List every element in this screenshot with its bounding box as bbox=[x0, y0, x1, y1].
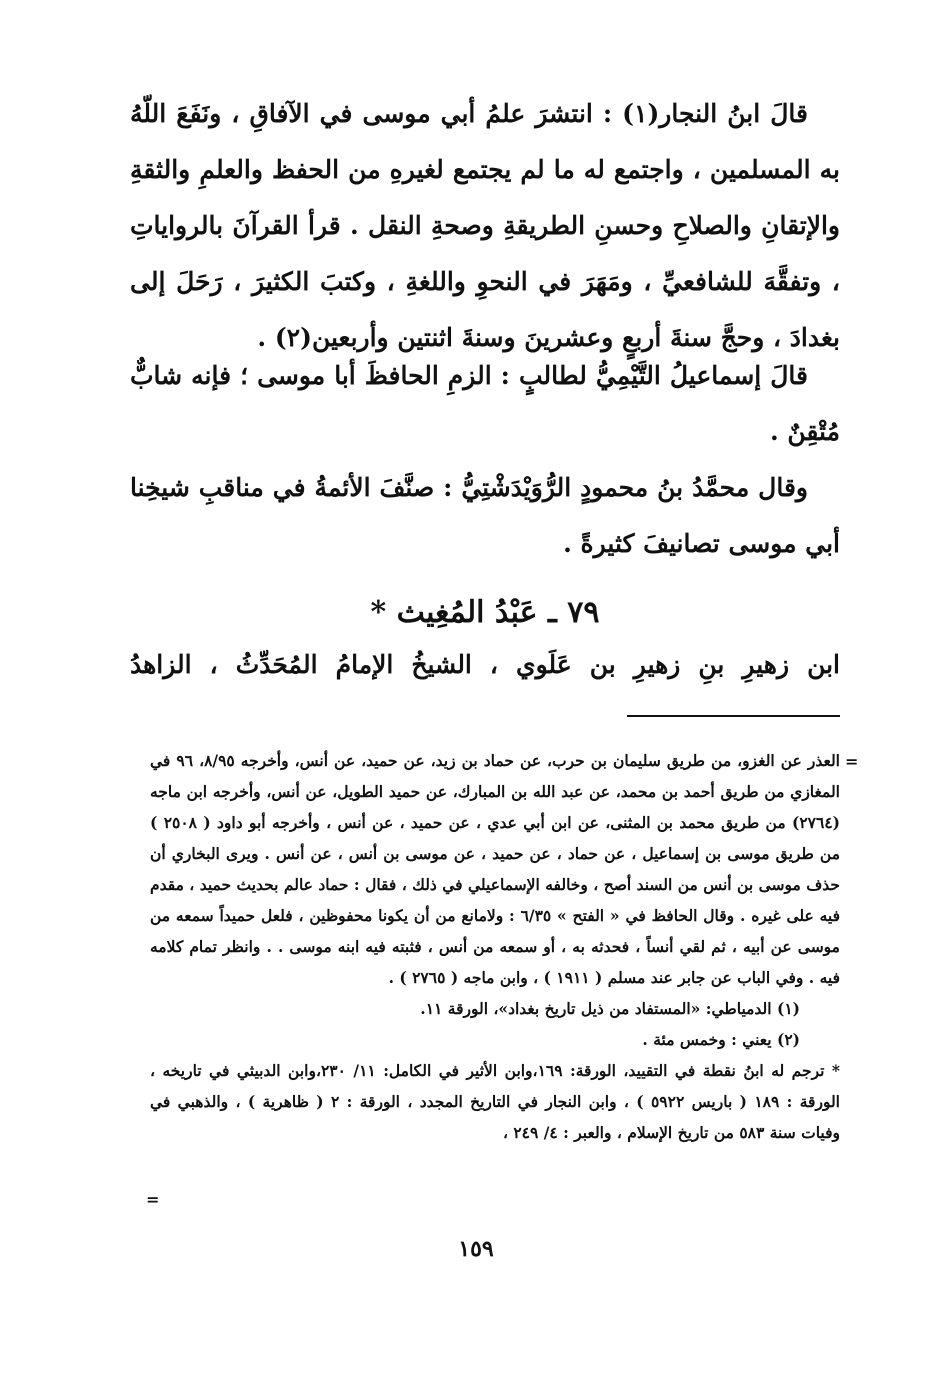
footnote-continued: العذر عن الغزو، من طريق سليمان بن حرب، عن حماد بن زيد، عن حميد، عن أنس، وأخرجه ٨/٩٥، ٩٦ في المغازي من طريق أحمد بن محمد، عن عبد الله بن المبارك، عن حميد الطويل، عن أنس، وأخرجه ابن ماجه (٢٧٦٤) من طريق محمد بن المثنى، عن ابن أبي عدي ، عن حميد ، عن أنس ، وأخرجه أبو داود ( ٢٥٠٨ ) من طريق موسى بن إسماعيل ، عن حماد ، عن حميد ، عن موسى بن أنس ، عن أنس . ويرى البخاري أن حذف موسى بن أنس من السند أصح ، وخالفه الإسماعيلي في ذلك ، فقال : حماد عالم بحديث حميد ، مقدم فيه على غيره . وقال الحافظ في « الفتح » ٦/٣٥ : ولامانع من أن يكونا محفوظين ، فلعل حميداً سمعه من موسى عن أبيه ، ثم لقي أنساً ، فحدثه به ، أو سمعه من أنس ، فثبته فيه ابنه موسى . . وانظر تمام كلامه فيه . وفي الباب عن جابر عند مسلم ( ١٩١١ ) ، وابن ماجه ( ٢٧٦٥ ) . bbox=[150, 751, 840, 987]
continuation-mark-bottom: = bbox=[146, 1190, 160, 1209]
page-number: ١٥٩ bbox=[458, 1236, 494, 1262]
entry-heading: ٧٩ ـ عَبْدُ المُغِيث * bbox=[370, 595, 600, 630]
footnote-star: * ترجم له ابنُ نقطة في التقييد، الورقة: ١٦٩،وابن الأثير في الكامل: ١١/ ٢٣٠،وابن الدبيثي في تاريخه ، الورقة : ١٨٩ ( باريس ٥٩٢٢ ) ، وابن النجار في التاريخ المجدد ، الورقة : ٢ ( ظاهرية ) ، والذهبي في وفيات سنة ٥٨٣ من تاريخ الإسلام ، والعبر : ٤/ ٢٤٩ ، bbox=[150, 1061, 841, 1142]
footnote-1: (١) الدمياطي: «المستفاد من ذيل تاريخ بغداد»، الورقة ١١. bbox=[420, 999, 800, 1018]
entry-first-line: ابن زهيرِ بنِ زهيرِ بن عَلَوي ، الشيخُ الإمامُ المُحَدِّثُ ، الزاهدُ bbox=[130, 650, 840, 679]
footnotes-block bbox=[150, 745, 840, 1148]
continuation-mark-top: = bbox=[845, 752, 859, 771]
footnote-2: (٢) يعني : وخمس مئة . bbox=[642, 1030, 800, 1049]
body-paragraph-2: قالَ إسماعيلُ التَّيْمِيُّ لطالبٍ : الزمِ الحافظَ أبا موسى ؛ فإنه شابٌّ مُتْقِنٌ . bbox=[130, 361, 840, 446]
body-paragraph-3: وقال محمَّدُ بنُ محمودٍ الرُّوَيْدَشْتِيُّ : صنَّفَ الأئمةُ في مناقبِ شيخِنا أبي موسى تصانيفَ كثيرةً . bbox=[130, 473, 840, 558]
body-paragraph-1: قالَ ابنُ النجار(١) : انتشرَ علمُ أبي موسى في الآفاقِ ، ونَفَعَ اللّهُ به المسلمين ، واجتمع له ما لم يجتمع لغيرهِ من الحفظ والعلمِ والثقةِ والإتقانِ والصلاحِ وحسنِ الطريقةِ وصحةِ النقل . قرأ القرآنَ بالرواياتِ ، وتفقَّهَ للشافعيِّ ، ومَهَرَ في النحوِ واللغةِ ، وكتبَ الكثيرَ ، رَحَلَ إلى بغدادَ ، وحجَّ سنةَ أربعٍ وعشرينَ وسنةَ اثنتين وأربعين(٢) . bbox=[130, 99, 840, 352]
footnote-divider bbox=[627, 715, 840, 717]
